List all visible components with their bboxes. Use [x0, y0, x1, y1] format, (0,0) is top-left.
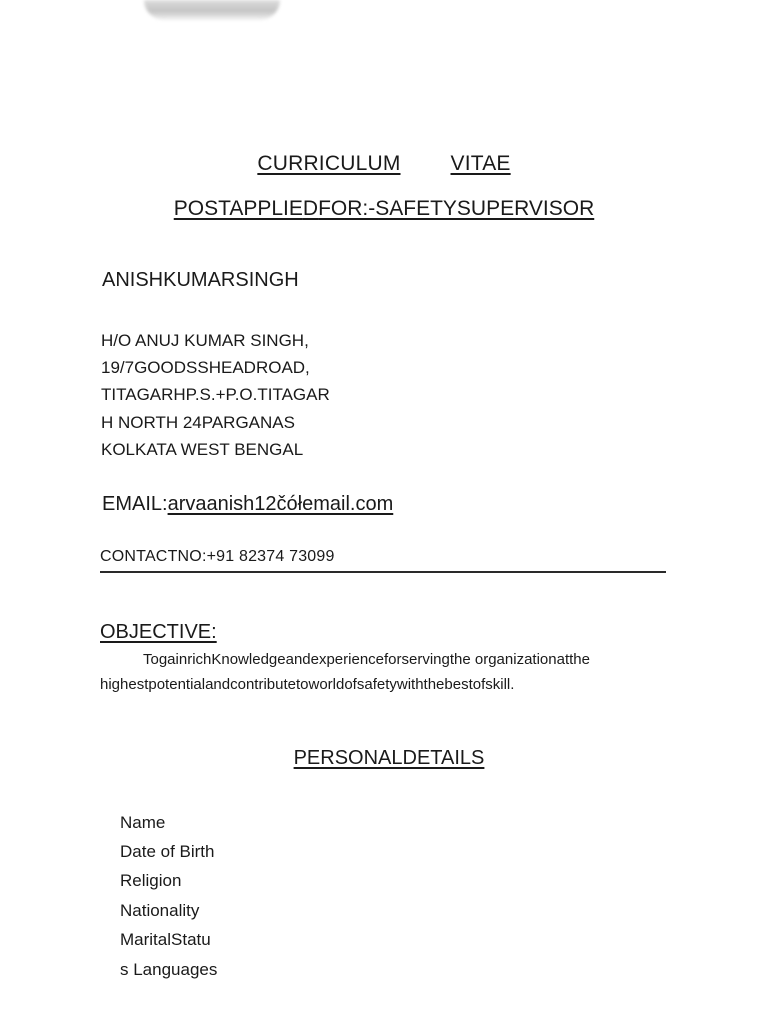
post-applied-part1: POSTAPPLIE — [173, 197, 303, 220]
title-word-vitae: VITAE — [450, 152, 511, 175]
post-applied-d: D — [302, 197, 319, 220]
objective-text-line-2: highestpotentialandcontributetoworldofsafetywiththebestofskill. — [100, 676, 515, 693]
address-line-2: 19/7GOODSSHEADROAD, — [101, 358, 310, 377]
candidate-name: ANISHKUMARSINGH — [102, 269, 299, 291]
personal-detail-row: s Languages — [120, 960, 218, 979]
personal-detail-row: Name — [120, 813, 166, 832]
post-applied-for — [0, 197, 768, 221]
objective-text-line-1: TogainrichKnowledgeandexperienceforservingthe organizationatthe — [143, 651, 590, 668]
contact-number: CONTACTNO:+91 82374 73099 — [100, 548, 335, 565]
personal-detail-row: Date of Birth — [120, 842, 215, 861]
title-word-curriculum: CURRICULUM — [257, 152, 401, 175]
email-row — [102, 493, 393, 516]
divider-rule — [100, 571, 666, 573]
objective-heading: OBJECTIVE: — [100, 621, 217, 643]
personal-detail-row: MaritalStatu — [120, 930, 211, 949]
email-label: EMAIL: — [102, 493, 168, 515]
post-applied-part2: FOR:-SAFETYSUPERVISOR — [318, 197, 595, 220]
personal-details-heading: PERSONALDETAILS — [293, 747, 485, 769]
scan-smudge — [144, 0, 280, 20]
personal-detail-row: Religion — [120, 871, 182, 890]
email-link[interactable]: arvaanish12čółemail.com — [167, 493, 394, 515]
address-line-3: TITAGARHP.S.+P.O.TITAGAR — [101, 385, 330, 404]
address-line-4: H NORTH 24PARGANAS — [101, 413, 295, 432]
address-line-5: KOLKATA WEST BENGAL — [101, 440, 304, 459]
personal-detail-row: Nationality — [120, 901, 200, 920]
document-title — [0, 152, 768, 176]
address-line-1: H/O ANUJ KUMAR SINGH, — [101, 331, 309, 350]
